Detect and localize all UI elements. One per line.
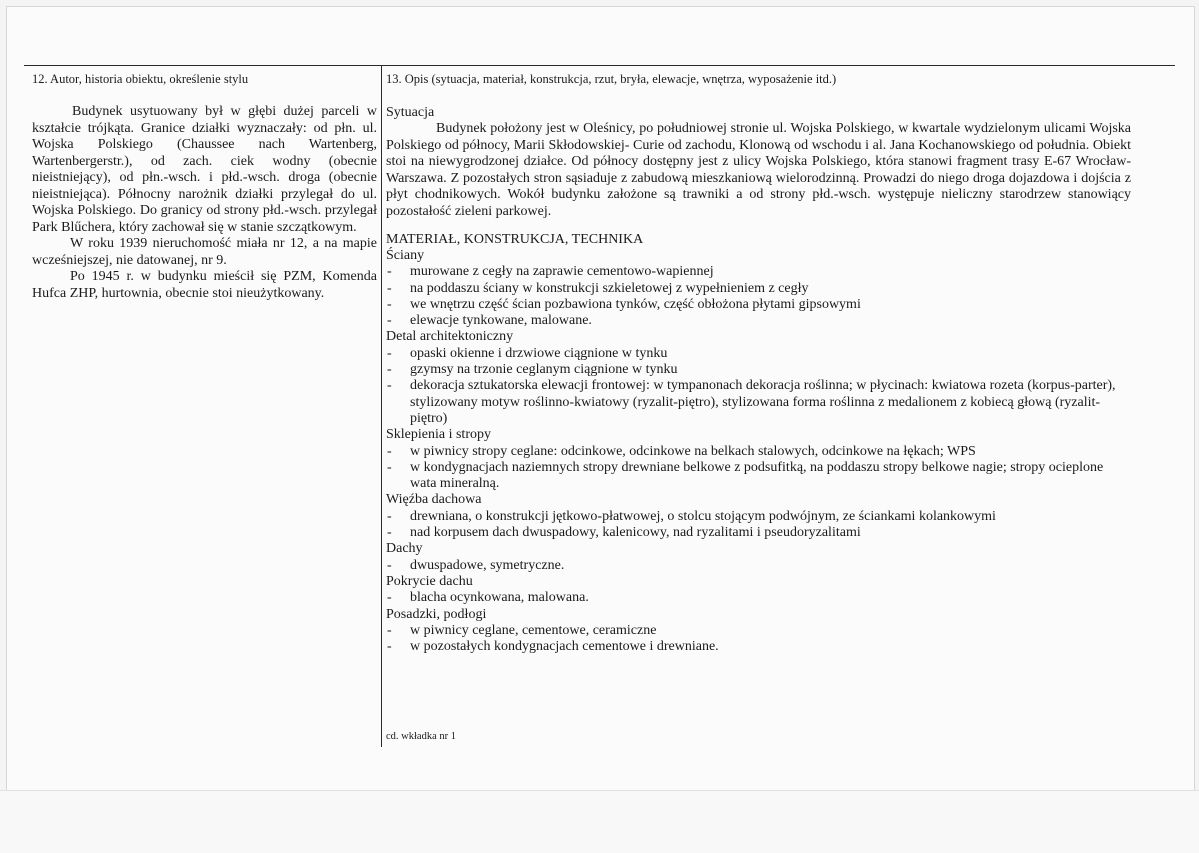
list-item-text: dekoracja sztukatorska elewacji frontowej: w tympanonach dekoracja roślinna; w płycinach: kwiatowa rozeta (korpus-parter), stylizowany motyw roślinno-kwiatowy (ryzalit-piętro), stylizowana forma roślinna z medalionem z kobiecą głową (ryzalit-piętro) (410, 378, 1116, 426)
group-list (386, 509, 1131, 542)
list-item (386, 460, 1131, 493)
group-title: Dachy (386, 541, 423, 557)
list-item (386, 362, 1131, 378)
history-paragraph-3: Po 1945 r. w budynku mieścił się PZM, Komenda Hufca ZHP, hurtownia, obecnie stoi nieużytkowany. (32, 269, 377, 301)
history-paragraph-1: Budynek usytuowany był w głębi dużej parceli w kształcie trójkąta. Granice działki wyznaczały: od płn. ul. Wojska Polskiego (Chaussee nach Wartenberg, Wartenbergerstr.), od zach. ciek wodny (obecnie nieistniejący), od płn.-wsch. i płd.-wsch. droga (obecnie nieistniejąca). Północny narożnik działki przylegał do ul. Wojska Polskiego. Do granicy od strony płd.-wsch. przylegał Park Blűchera, który zachował się w stanie szczątkowym. (32, 104, 377, 235)
list-item-text: nad korpusem dach dwuspadowy, kalenicowy, nad ryzalitami i pseudoryzalitami (410, 525, 861, 541)
group-list (386, 264, 1131, 329)
list-item-text: elewacje tynkowane, malowane. (410, 313, 592, 329)
dash-marker: - (387, 443, 392, 459)
list-item-text: blacha ocynkowana, malowana. (410, 590, 589, 606)
dash-marker: - (387, 362, 392, 378)
header-rule (24, 65, 1175, 66)
dash-marker: - (387, 313, 392, 329)
group-title: Sklepienia i stropy (386, 427, 491, 443)
right-header: 13. Opis (sytuacja, materiał, konstrukcja, rzut, bryła, elewacje, wnętrza, wyposażenie itd.) (386, 72, 837, 86)
sytuacja-paragraph: Budynek położony jest w Oleśnicy, po południowej stronie ul. Wojska Polskiego, w kwartale wydzielonym ulicami Wojska Polskiego od północy, Marii Skłodowskiej- Curie od zachodu, Klonową od wschodu i al. Jana Kochanowskiego od południa. Obiekt stoi na niewygrodzonej działce. Od północy dostępny jest z ulicy Wojska Polskiego, która stanowi fragment trasy E-67 Wrocław-Warszawa. Z pozostałych stron sąsiaduje z zabudową mieszkaniową wielorodzinną. Prowadzi do niego droga dojazdowa i dojścia z płyt chodnikowych. Wokół budynku założone są trawniki a od strony płd.-wsch. występuje nieliczny starodrzew stanowiący pozostałość zieleni parkowej. (386, 121, 1131, 219)
list-item-text: opaski okienne i drzwiowe ciągnione w tynku (410, 345, 668, 361)
group-title: Posadzki, podłogi (386, 606, 487, 622)
group-title: Pokrycie dachu (386, 573, 473, 589)
list-item-text: w piwnicy ceglane, cementowe, ceramiczne (410, 622, 657, 638)
list-item-text: we wnętrzu część ścian pozbawiona tynków, część obłożona płytami gipsowymi (410, 296, 861, 312)
list-item (386, 623, 1131, 639)
sytuacja-title: Sytuacja (386, 105, 435, 120)
right-column (386, 68, 1131, 655)
list-item (386, 444, 1131, 460)
dash-marker: - (387, 525, 392, 541)
list-item (386, 509, 1131, 525)
dash-marker: - (387, 639, 392, 655)
list-item-text: murowane z cegły na zaprawie cementowo-wapiennej (410, 264, 714, 280)
list-item (386, 525, 1131, 541)
left-header: 12. Autor, historia obiektu, określenie stylu (32, 72, 249, 86)
group-list (386, 346, 1131, 427)
list-item (386, 346, 1131, 362)
group-list (386, 558, 1131, 574)
list-item (386, 264, 1131, 280)
list-item (386, 558, 1131, 574)
list-item-text: dwuspadowe, symetryczne. (410, 557, 565, 573)
dash-marker: - (387, 345, 392, 361)
list-item-text: w piwnicy stropy ceglane: odcinkowe, odcinkowe na belkach stalowych, odcinkowe na łękach; WPS (410, 443, 976, 459)
list-item-text: w kondygnacjach naziemnych stropy drewniane belkowe z podsufitką, na poddaszu stropy belkowe nagie; stropy ocieplone wata mineralną. (410, 459, 1104, 492)
dash-marker: - (387, 622, 392, 638)
continuation-note: cd. wkładka nr 1 (386, 731, 456, 742)
group-title: Detal architektoniczny (386, 329, 514, 345)
group-list (386, 590, 1131, 606)
history-paragraph-2: W roku 1939 nieruchomość miała nr 12, a na mapie wcześniejszej, nie datowanej, nr 9. (32, 236, 377, 268)
material-title: MATERIAŁ, KONSTRUKCJA, TECHNIKA (386, 232, 644, 247)
list-item-text: gzymsy na trzonie ceglanym ciągnione w tynku (410, 362, 678, 378)
list-item (386, 378, 1131, 427)
dash-marker: - (387, 557, 392, 573)
dash-marker: - (387, 280, 392, 296)
group-list (386, 623, 1131, 656)
left-column (32, 68, 377, 302)
dash-marker: - (387, 590, 392, 606)
list-item-text: w pozostałych kondygnacjach cementowe i drewniane. (410, 639, 719, 655)
dash-marker: - (387, 378, 392, 394)
dash-marker: - (387, 459, 392, 475)
dash-marker: - (387, 264, 392, 280)
list-item (386, 297, 1131, 313)
list-item-text: na poddaszu ściany w konstrukcji szkieletowej z wypełnieniem z cegły (410, 280, 809, 296)
list-item (386, 639, 1131, 655)
list-item-text: drewniana, o konstrukcji jętkowo-płatwowej, o stolcu stojącym podwójnym, ze ściankami kolankowymi (410, 508, 996, 524)
group-list (386, 444, 1131, 493)
list-item (386, 313, 1131, 329)
group-title: Więźba dachowa (386, 492, 482, 508)
dash-marker: - (387, 508, 392, 524)
column-divider (381, 65, 382, 747)
dash-marker: - (387, 296, 392, 312)
list-item (386, 281, 1131, 297)
group-title: Ściany (386, 248, 425, 263)
page-bottom-margin (0, 790, 1199, 853)
material-groups (386, 248, 1131, 655)
list-item (386, 590, 1131, 606)
